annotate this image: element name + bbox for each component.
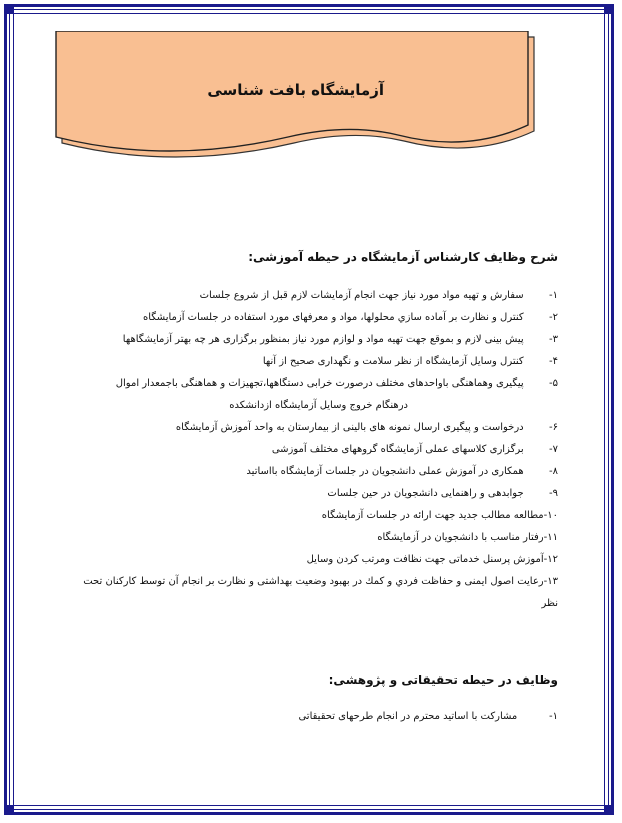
list-item: ٢- کنترل و نظارت بر آماده سازي محلولها، مواد و معرفهای مورد استفاده در جلسات آزمایشگاه — [142, 312, 558, 323]
corner-ornament — [604, 805, 614, 815]
list-item-continuation: نظر — [541, 598, 558, 609]
list-item: ۶- درخواست و پیگیری ارسال نمونه های بالینی از بیمارستان به واحد آموزش آزمایشگاه — [175, 422, 558, 433]
list-item: ۴- کنترل وسایل آزمایشگاه از نظر سلامت و نگهداری صحیح از آنها — [262, 356, 558, 367]
list-item: ٧- برگزاری کلاسهای عملی آزمایشگاه گروههای مختلف آموزشی — [271, 444, 558, 455]
section-heading-education: شرح وظایف کارشناس آزمایشگاه در حیطه آموزشی: — [248, 250, 558, 264]
list-item: ١٣-رعایت اصول ایمنی و حفاظت فردي و کمك در بهبود وضعیت بهداشتی و نظارت بر انجام آن توسط کارکنان تحت — [83, 576, 558, 587]
list-item: ١- سفارش و تهیه مواد مورد نیاز جهت انجام آزمایشات لازم قبل از شروع جلسات — [199, 290, 558, 301]
list-item: ٣- پیش بینی لازم و بموقع جهت تهیه مواد و لوازم مورد نیاز بمنظور برگزاری هر چه بهتر آزمایشگاهها — [122, 334, 558, 345]
research-duties-list — [58, 706, 558, 728]
education-duties-list — [58, 285, 558, 615]
corner-ornament — [604, 4, 614, 14]
corner-ornament — [4, 4, 14, 14]
list-item-continuation: درهنگام خروج وسایل آزمایشگاه ازدانشکده — [229, 400, 408, 411]
list-item: ١٢-آموزش پرسنل خدماتی جهت نظافت ومرتب کردن وسایل — [306, 554, 558, 565]
banner-title: آزمایشگاه بافت شناسی — [207, 81, 384, 99]
list-item: ٩- جوابدهی و راهنمایی دانشجویان در حین جلسات — [327, 488, 558, 499]
corner-ornament — [4, 805, 14, 815]
list-item: ١٠-مطالعه مطالب جدید جهت ارائه در جلسات آزمایشگاه — [321, 510, 558, 521]
title-banner — [54, 31, 564, 162]
section-heading-research: وظایف در حیطه تحقیقاتی و پژوهشی: — [328, 673, 558, 687]
list-item: ١- مشارکت با اساتید محترم در انجام طرحهای تحقیقاتی — [298, 711, 558, 722]
list-item: ١١-رفتار مناسب با دانشجویان در آزمایشگاه — [377, 532, 558, 543]
list-item: ٨- همکاری در آموزش عملی دانشجویان در جلسات آزمایشگاه بااساتید — [246, 466, 558, 477]
list-item: ۵- پیگیری وهماهنگی باواحدهای مختلف درصورت خرابی دستگاهها،تجهیزات و هماهنگی باجمعدار اموال — [115, 378, 558, 389]
